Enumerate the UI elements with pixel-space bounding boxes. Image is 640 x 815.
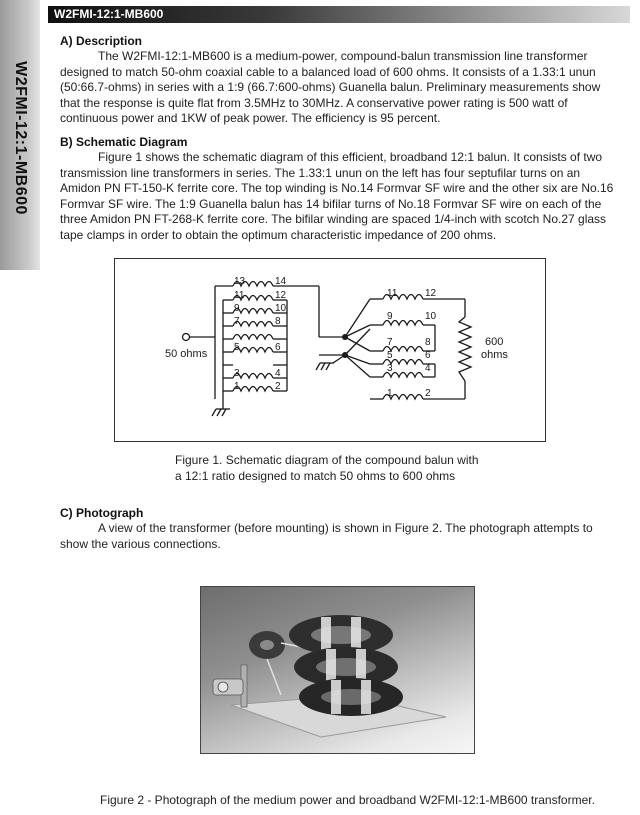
- side-tab: [0, 0, 40, 270]
- left-pin-left-2: 9: [234, 303, 240, 314]
- right-pin-right-5: 2: [425, 388, 431, 399]
- output-label-value: 600: [485, 336, 504, 348]
- left-pin-left-4: 5: [234, 342, 240, 353]
- left-pin-right-2: 10: [275, 303, 287, 314]
- right-pin-right-4: 4: [425, 363, 431, 374]
- left-pin-left-1: 11: [234, 290, 245, 301]
- right-pin-left-2: 7: [387, 337, 393, 348]
- left-pin-left-3: 7: [234, 316, 240, 327]
- left-pin-right-1: 12: [275, 290, 287, 301]
- output-label-unit: ohms: [481, 349, 508, 361]
- right-pin-left-3: 5: [387, 350, 393, 361]
- figure2-caption: Figure 2 - Photograph of the medium power and broadband W2FMI-12:1-MB600 transformer.: [100, 793, 595, 807]
- right-pin-left-0: 11: [387, 288, 398, 299]
- right-pin-right-2: 8: [425, 337, 431, 348]
- figure1-caption-line1: Figure 1. Schematic diagram of the compound balun with: [175, 453, 479, 467]
- section-c-title: C) Photograph: [60, 506, 144, 520]
- right-pin-left-5: 1: [387, 388, 393, 399]
- left-pin-left-6: 1: [234, 381, 240, 392]
- right-pin-right-1: 10: [425, 311, 437, 322]
- section-b-title: B) Schematic Diagram: [60, 135, 188, 149]
- left-pin-right-3: 8: [275, 316, 281, 327]
- right-pin-right-0: 12: [425, 288, 437, 299]
- left-pin-right-4: 6: [275, 342, 281, 353]
- transformer-photo-drawing: [201, 587, 474, 753]
- left-pin-right-0: 14: [275, 276, 287, 287]
- left-pin-left-0: 13: [234, 276, 246, 287]
- side-tab-label: W2FMI-12:1-MB600: [12, 61, 29, 215]
- section-a-title: A) Description: [60, 34, 143, 48]
- section-b-paragraph: Figure 1 shows the schematic diagram of this efficient, broadband 12:1 balun. It consists of two transmission line transformers in series. The 1.33:1 unun on the left has four septufilar turns on an Amidon PN FT-150-K ferrite core. The top winding is No.14 Formvar SF wire and the other six are No.16 Formvar SF wire. The 1:9 Guanella balun has 14 bifilar turns of No.18 Formvar SF wire on each of the three Amidon PN FT-268-K ferrite core. The bifilar winding are spaced 1/4-inch with scotch No.27 glass tape clamps in order to obtain the optimum characteristic impedance of 200 ohms.: [60, 150, 614, 242]
- right-pin-right-3: 6: [425, 350, 431, 361]
- section-a-paragraph: The W2FMI-12:1-MB600 is a medium-power, compound-balun transmission line transformer designed to match 50-ohm coaxial cable to a balanced load of 600 ohms. It consists of a 1.33:1 unun (50:66.7-ohms) in series with a 1:9 (66.7:600-ohms) Guanella balun. Preliminary measurements show that the response is quite flat from 3.5MHz to 30MHz. A conservative power rating is 500 watt of continuous power and 1KW of peak power. The efficiency is 95 percent.: [60, 49, 601, 126]
- input-label: 50 ohms: [165, 348, 208, 360]
- right-pin-left-1: 9: [387, 311, 393, 322]
- left-pin-right-5: 4: [275, 368, 281, 379]
- section-c-paragraph: A view of the transformer (before mounting) is shown in Figure 2. The photograph attempts to show the various connections.: [60, 521, 593, 551]
- transformer-photo: [200, 586, 475, 754]
- schematic-figure: [114, 258, 546, 442]
- header-bar: [48, 6, 630, 23]
- left-pin-left-5: 3: [234, 368, 240, 379]
- left-pin-right-6: 2: [275, 381, 281, 392]
- right-pin-left-4: 3: [387, 363, 393, 374]
- page-title: W2FMI-12:1-MB600: [54, 7, 164, 21]
- schematic-diagram: [115, 259, 545, 441]
- figure1-caption-line2: a 12:1 ratio designed to match 50 ohms to 600 ohms: [175, 469, 456, 483]
